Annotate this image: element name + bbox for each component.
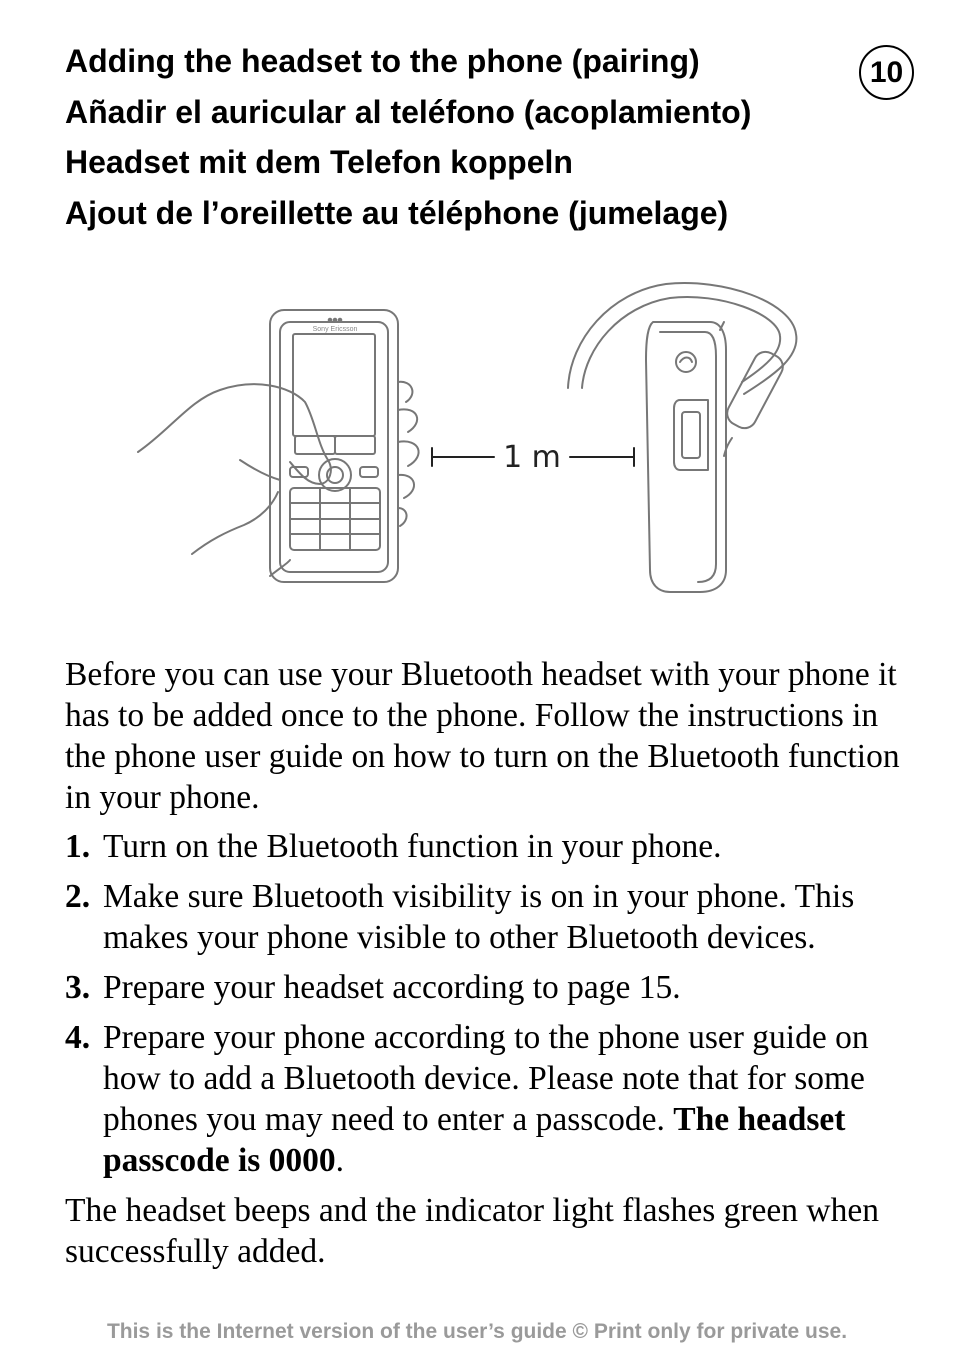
pairing-illustration bbox=[130, 270, 830, 605]
phone-brand-label: Sony Ericsson bbox=[312, 326, 358, 333]
heading-spanish: Añadir el auricular al teléfono (acoplamiento) bbox=[65, 93, 752, 130]
heading-english: Adding the headset to the phone (pairing) bbox=[65, 43, 700, 79]
step-end: . bbox=[335, 1142, 345, 1179]
instructions-body bbox=[65, 654, 915, 1272]
hand-illustration bbox=[138, 382, 419, 576]
step-text: Prepare your headset according to page 15. bbox=[103, 969, 681, 1006]
outro-paragraph: The headset beeps and the indicator light flashes green when successfully added. bbox=[65, 1192, 879, 1270]
steps-list bbox=[65, 826, 915, 1181]
step-item bbox=[65, 826, 915, 867]
heading-block bbox=[65, 36, 865, 238]
step-item bbox=[65, 967, 915, 1008]
step-text: Turn on the Bluetooth function in your phone. bbox=[103, 828, 722, 865]
passcode-note: The headset passcode is 0000 bbox=[103, 1101, 846, 1179]
headset-illustration bbox=[568, 283, 796, 592]
step-number: 4. bbox=[65, 1019, 91, 1056]
step-text: Prepare your phone according to the phone user guide on how to add a Bluetooth device. Please note that for some phones you may need to enter a passcode. bbox=[103, 1019, 869, 1138]
step-number: 3. bbox=[65, 969, 91, 1006]
phone-illustration bbox=[270, 310, 398, 582]
distance-label: 1 m bbox=[503, 440, 561, 475]
step-number: 2. bbox=[65, 878, 91, 915]
step-item bbox=[65, 1017, 915, 1181]
heading-german: Headset mit dem Telefon koppeln bbox=[65, 144, 573, 180]
step-item bbox=[65, 876, 915, 958]
step-number: 1. bbox=[65, 828, 91, 865]
intro-paragraph: Before you can use your Bluetooth headset with your phone it has to be added once to the phone. Follow the instructions in the phone user guide on how to turn on the Bluetooth function in your phone. bbox=[65, 656, 900, 816]
footer-notice: This is the Internet version of the user’s guide © Print only for private use. bbox=[106, 1320, 848, 1343]
step-text: Make sure Bluetooth visibility is on in your phone. This makes your phone visible to other Bluetooth devices. bbox=[103, 878, 855, 956]
page-number: 10 bbox=[859, 45, 914, 100]
heading-french: Ajout de l’oreillette au téléphone (jumelage) bbox=[65, 194, 729, 231]
